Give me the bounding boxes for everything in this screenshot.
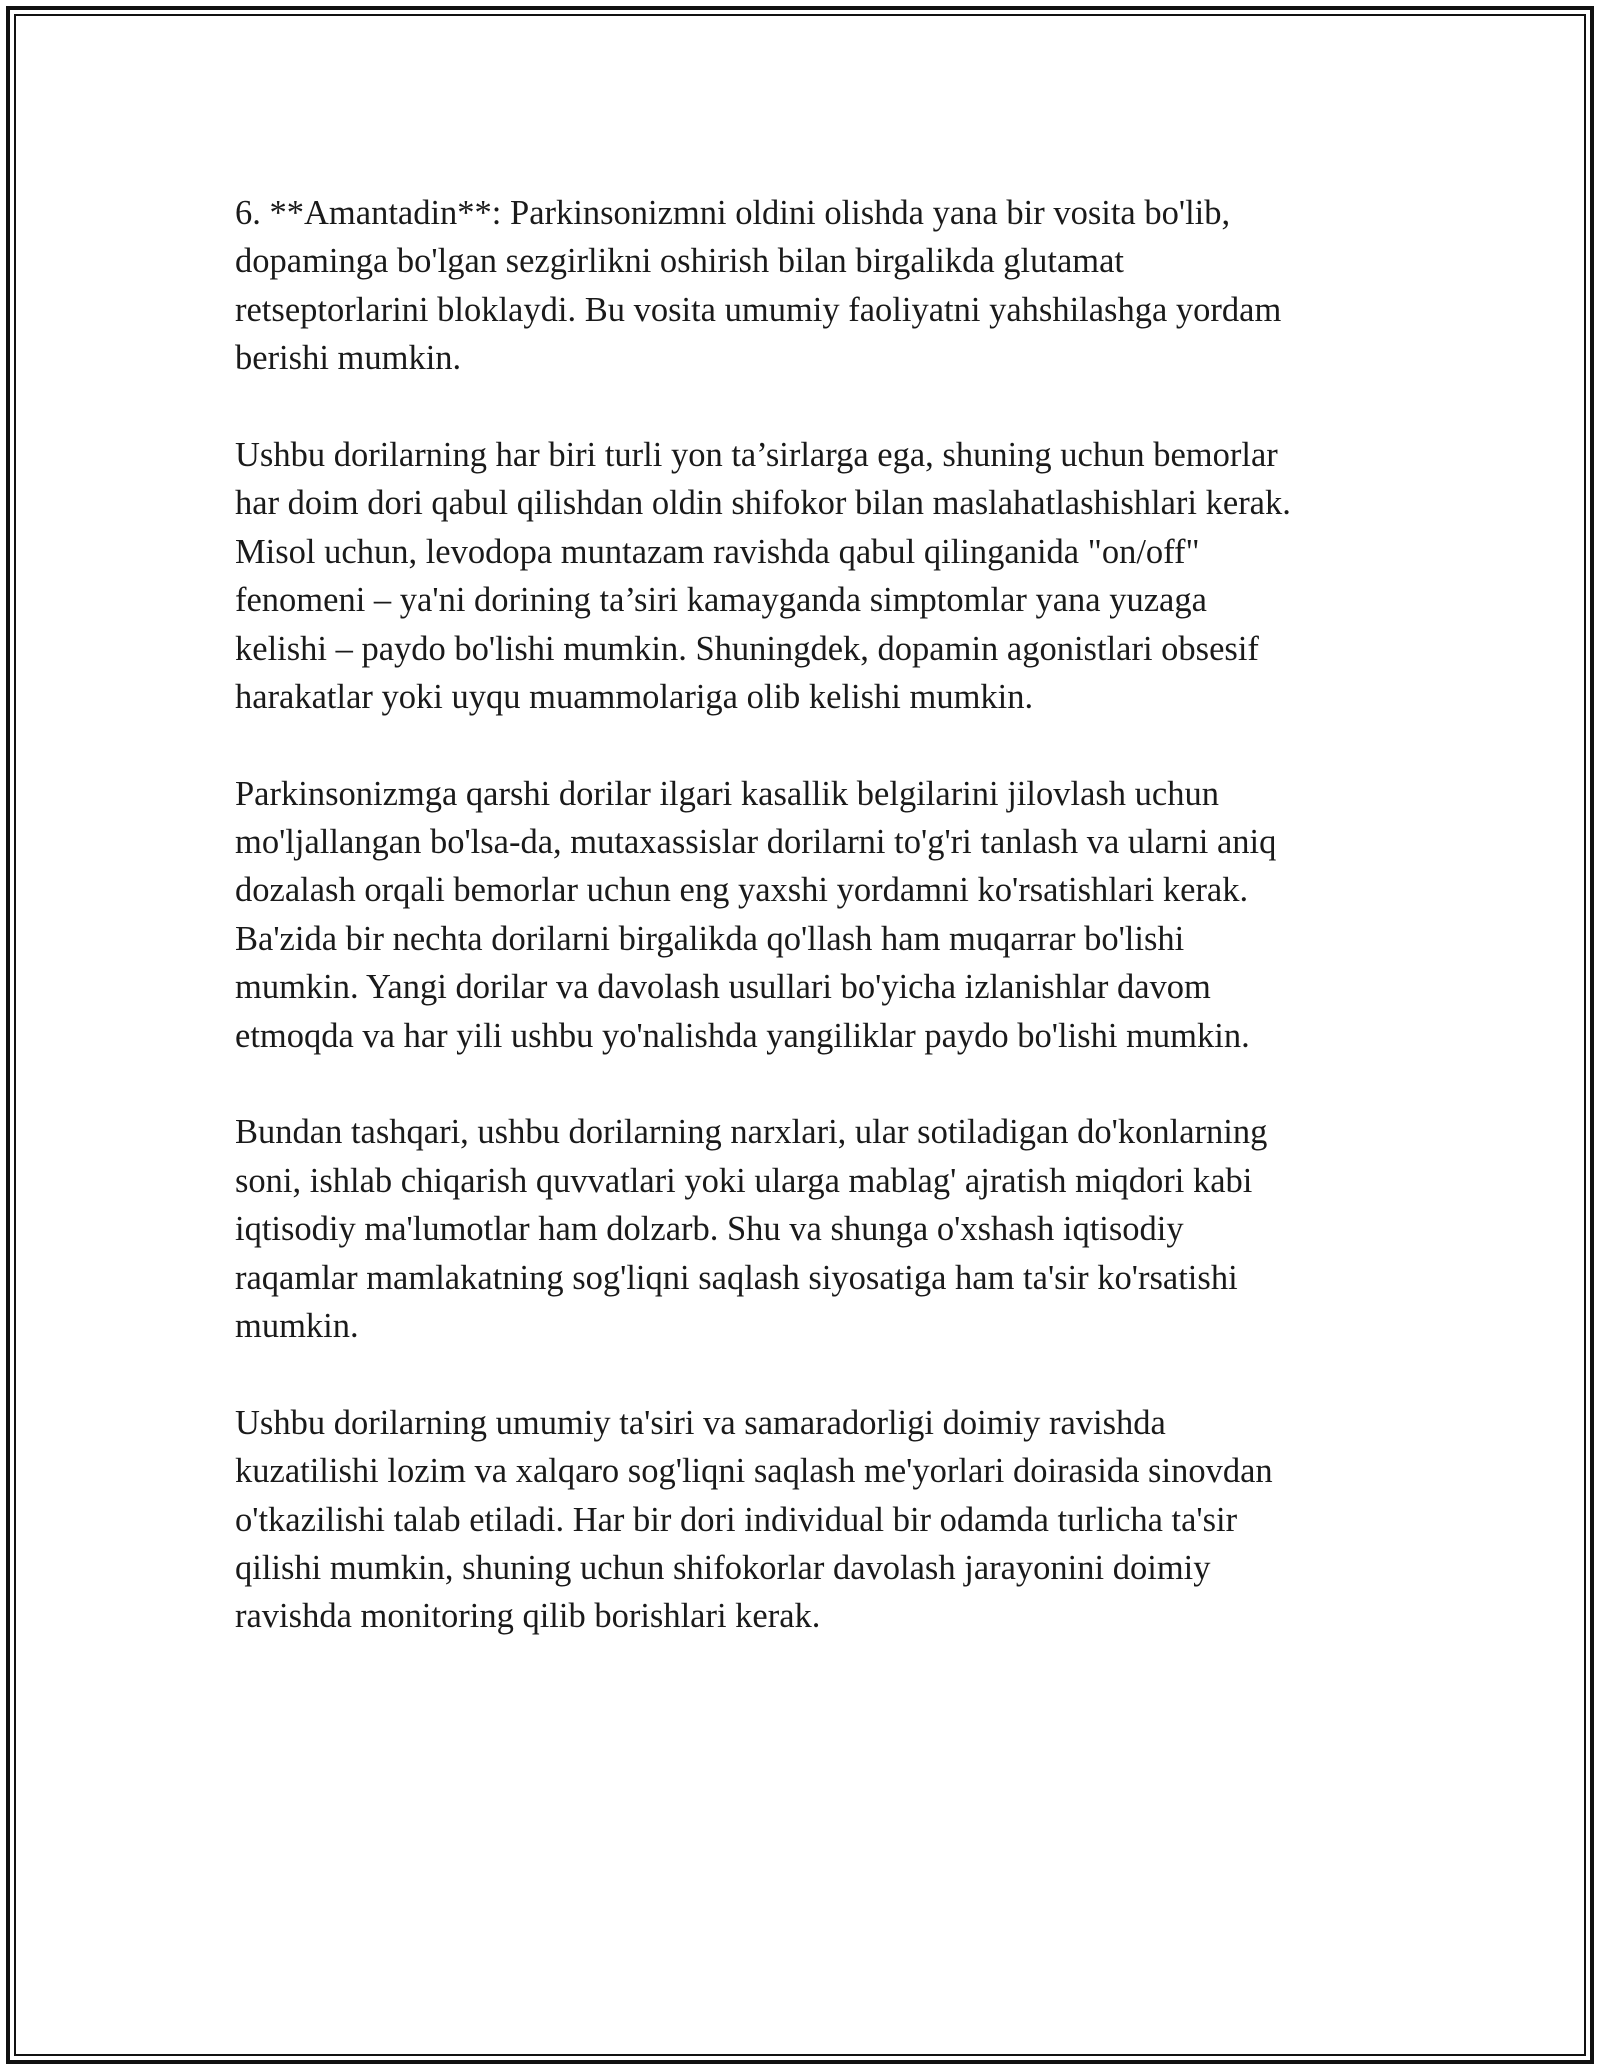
text-line: qilishi mumkin, shuning uchun shifokorlar davolash jarayonini doimiy xyxy=(235,1548,1211,1587)
text-line: Ushbu dorilarning har biri turli yon ta’sirlarga ega, shuning uchun bemorlar xyxy=(235,435,1278,474)
text-line: ravishda monitoring qilib borishlari kerak. xyxy=(235,1597,821,1636)
paragraph-economics xyxy=(235,1108,1385,1350)
text-line: har doim dori qabul qilishdan oldin shifokor bilan maslahatlashishlari kerak. xyxy=(235,484,1291,523)
text-line: Misol uchun, levodopa muntazam ravishda qabul qilinganida "on/off" xyxy=(235,532,1200,571)
text-line: kelishi – paydo bo'lishi mumkin. Shuningdek, dopamin agonistlari obsesif xyxy=(235,629,1259,668)
paragraph-side-effects xyxy=(235,431,1385,721)
text-line: dopaminga bo'lgan sezgirlikni oshirish bilan birgalikda glutamat xyxy=(235,242,1124,281)
text-line: soni, ishlab chiqarish quvvatlari yoki ularga mablag' ajratish miqdori kabi xyxy=(235,1161,1253,1200)
text-line: dozalash orqali bemorlar uchun eng yaxshi yordamni ko'rsatishlari kerak. xyxy=(235,871,1249,910)
text-line: fenomeni – ya'ni dorining ta’siri kamayganda simptomlar yana yuzaga xyxy=(235,581,1207,620)
text-line: etmoqda va har yili ushbu yo'nalishda yangiliklar paydo bo'lishi mumkin. xyxy=(235,1016,1250,1055)
text-line: berishi mumkin. xyxy=(235,339,462,378)
text-line: retseptorlarini bloklaydi. Bu vosita umumiy faoliyatni yahshilashga yordam xyxy=(235,290,1282,329)
paragraph-drug-selection xyxy=(235,770,1385,1060)
text-line: kuzatilishi lozim va xalqaro sog'liqni saqlash me'yorlari doirasida sinovdan xyxy=(235,1452,1273,1491)
text-line: harakatlar yoki uyqu muammolariga olib kelishi mumkin. xyxy=(235,677,1034,716)
text-line: 6. **Amantadin**: Parkinsonizmni oldini olishda yana bir vosita bo'lib, xyxy=(235,194,1231,232)
document-body xyxy=(235,189,1385,1689)
text-line: raqamlar mamlakatning sog'liqni saqlash siyosatiga ham ta'sir ko'rsatishi xyxy=(235,1258,1238,1297)
text-line: Ushbu dorilarning umumiy ta'siri va samaradorligi doimiy ravishda xyxy=(235,1403,1166,1442)
text-line: mumkin. Yangi dorilar va davolash usullari bo'yicha izlanishlar davom xyxy=(235,968,1211,1007)
paragraph-amantadin xyxy=(235,189,1385,383)
text-line: mumkin. xyxy=(235,1306,359,1345)
paragraph-monitoring xyxy=(235,1399,1385,1641)
text-line: o'tkazilishi talab etiladi. Har bir dori individual bir odamda turlicha ta'sir xyxy=(235,1500,1238,1539)
text-line: Bundan tashqari, ushbu dorilarning narxlari, ular sotiladigan do'konlarning xyxy=(235,1113,1268,1152)
text-line: mo'ljallangan bo'lsa-da, mutaxassislar dorilarni to'g'ri tanlash va ularni aniq xyxy=(235,823,1277,862)
text-line: Parkinsonizmga qarshi dorilar ilgari kasallik belgilarini jilovlash uchun xyxy=(235,774,1219,813)
text-line: Ba'zida bir nechta dorilarni birgalikda qo'llash ham muqarrar bo'lishi xyxy=(235,919,1185,958)
text-line: iqtisodiy ma'lumotlar ham dolzarb. Shu va shunga o'xshash iqtisodiy xyxy=(235,1210,1184,1249)
